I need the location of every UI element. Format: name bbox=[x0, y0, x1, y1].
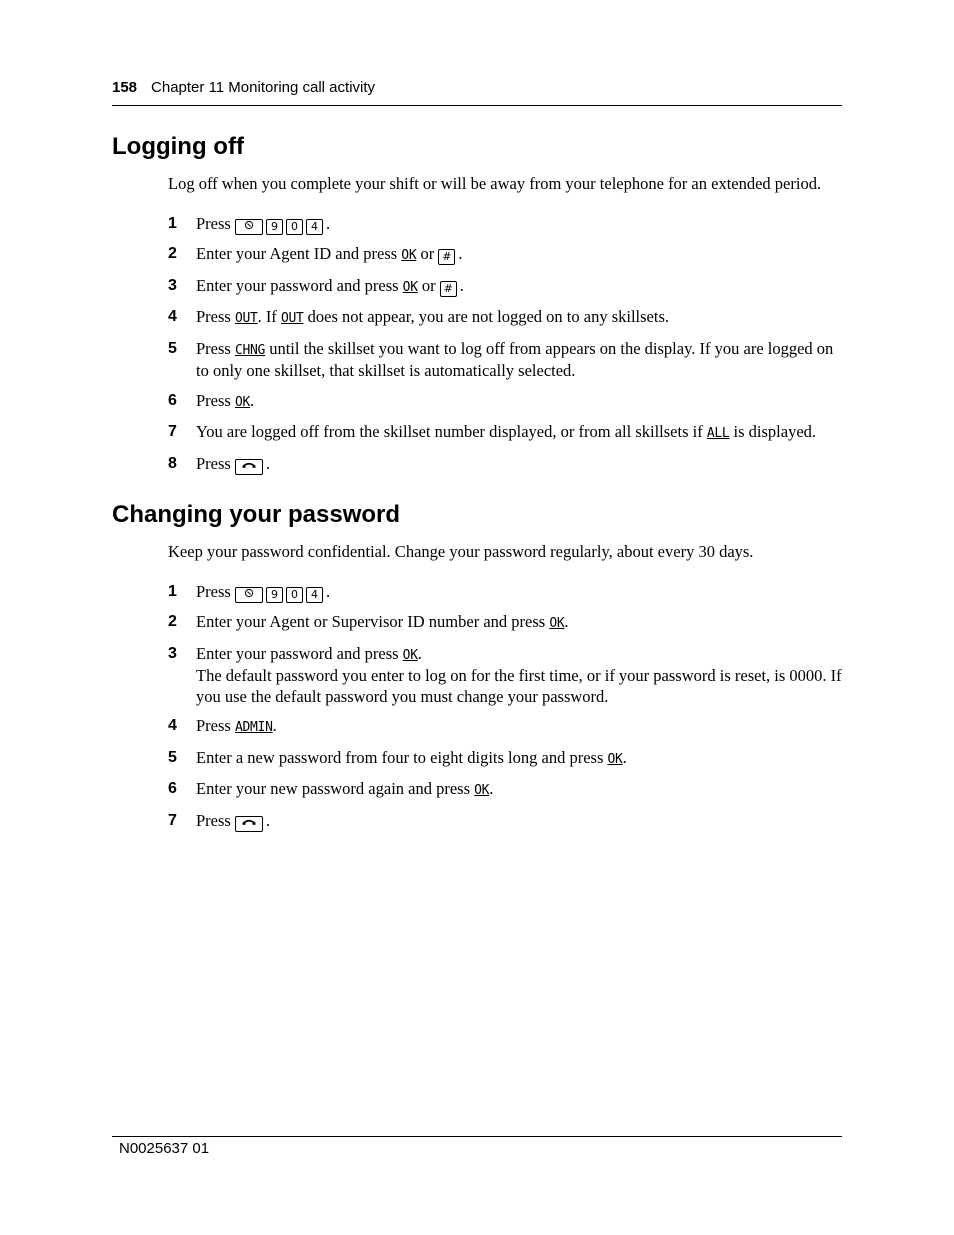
step-number: 5 bbox=[168, 748, 177, 766]
step-note: The default password you enter to log on for the first time, or if your password is reset, is 0000. If you use the default password you must change your password. bbox=[196, 666, 842, 706]
display-option-ok: OK bbox=[234, 394, 251, 410]
step-item bbox=[168, 644, 848, 708]
section-title-changing-password: Changing your password bbox=[112, 501, 401, 528]
step-item bbox=[168, 391, 848, 414]
step-text: . bbox=[417, 643, 422, 663]
step-item bbox=[168, 339, 848, 382]
step-text: Press bbox=[196, 390, 231, 410]
step-item bbox=[168, 422, 848, 445]
step-text: Press bbox=[196, 453, 231, 473]
release-key-icon bbox=[235, 816, 263, 832]
step-text: or bbox=[421, 275, 436, 295]
section-title-logging-off: Logging off bbox=[112, 133, 244, 160]
step-text: is displayed. bbox=[733, 422, 817, 441]
feature-key-icon bbox=[235, 587, 263, 603]
step-number: 7 bbox=[168, 811, 177, 829]
step-item bbox=[168, 582, 848, 603]
step-number: 5 bbox=[168, 339, 177, 357]
dial-key-9: 9 bbox=[266, 587, 283, 603]
dial-key-0: 0 bbox=[286, 587, 303, 603]
step-text: . bbox=[564, 612, 569, 631]
step-number: 2 bbox=[168, 245, 177, 262]
step-item bbox=[168, 779, 848, 802]
display-option-out: OUT bbox=[280, 311, 304, 326]
section-intro: Log off when you complete your shift or will be away from your telephone for an extended period. bbox=[168, 174, 822, 193]
step-number: 3 bbox=[168, 276, 177, 294]
display-option-ok: OK bbox=[474, 783, 490, 798]
step-text: . bbox=[265, 453, 271, 473]
step-text: . bbox=[325, 214, 331, 233]
step-text: . bbox=[489, 779, 494, 798]
step-item bbox=[168, 276, 848, 299]
dial-key-0: 0 bbox=[286, 219, 303, 235]
dial-key-9: 9 bbox=[266, 219, 283, 235]
step-text: Press bbox=[196, 214, 231, 233]
steps-list-logging-off bbox=[168, 214, 848, 484]
step-item bbox=[168, 454, 848, 475]
step-item bbox=[168, 716, 848, 739]
steps-list-changing-password bbox=[168, 582, 848, 841]
hash-key: # bbox=[438, 249, 455, 265]
step-text: Enter your Agent or Supervisor ID number and press bbox=[196, 612, 546, 631]
step-item bbox=[168, 214, 848, 235]
display-option-chng: CHNG bbox=[234, 342, 266, 358]
display-option-ok: OK bbox=[402, 279, 418, 295]
step-text: You are logged off from the skillset number displayed, or from all skillsets if bbox=[196, 422, 703, 441]
hash-key: # bbox=[440, 281, 457, 297]
section-intro: Keep your password confidential. Change your password regularly, about every 30 days. bbox=[168, 542, 754, 561]
release-key-icon bbox=[235, 459, 263, 475]
step-text: Press bbox=[196, 582, 231, 601]
step-text: Press bbox=[196, 307, 231, 326]
step-text: . bbox=[325, 582, 331, 601]
step-item bbox=[168, 748, 848, 771]
step-text: . bbox=[265, 810, 271, 830]
step-item bbox=[168, 612, 848, 635]
step-number: 8 bbox=[168, 454, 177, 472]
step-text: . bbox=[622, 747, 627, 767]
step-number: 1 bbox=[168, 215, 177, 232]
step-number: 3 bbox=[168, 644, 177, 662]
running-header bbox=[112, 79, 842, 106]
step-item bbox=[168, 244, 848, 267]
step-text: Press bbox=[196, 810, 231, 830]
page-footer bbox=[112, 1136, 842, 1157]
step-text: . bbox=[272, 716, 277, 735]
chapter-title: Chapter 11 Monitoring call activity bbox=[151, 79, 376, 96]
page-number: 158 bbox=[112, 79, 138, 96]
step-text: until the skillset you want to log off from appears on the display. If you are logged on to only one skillset, that skillset is automatically selected. bbox=[196, 338, 834, 380]
step-item bbox=[168, 307, 848, 330]
step-number: 7 bbox=[168, 423, 177, 440]
step-text: . bbox=[250, 390, 255, 410]
display-option-ok: OK bbox=[402, 647, 418, 663]
display-option-ok: OK bbox=[401, 248, 417, 263]
display-option-out: OUT bbox=[234, 311, 258, 326]
step-number: 4 bbox=[168, 717, 177, 734]
step-number: 6 bbox=[168, 391, 177, 409]
step-item bbox=[168, 811, 848, 832]
display-option-admin: ADMIN bbox=[234, 720, 273, 735]
step-number: 1 bbox=[168, 583, 177, 600]
dial-key-4: 4 bbox=[306, 587, 323, 603]
step-text: Enter your password and press bbox=[196, 275, 399, 295]
document-number: N0025637 01 bbox=[119, 1140, 210, 1157]
step-text: Enter a new password from four to eight digits long and press bbox=[196, 747, 604, 767]
step-number: 6 bbox=[168, 780, 177, 797]
step-text: . bbox=[458, 244, 463, 263]
step-text: does not appear, you are not logged on to any skillsets. bbox=[307, 307, 670, 326]
feature-key-icon bbox=[235, 219, 263, 235]
step-text: Enter your Agent ID and press bbox=[196, 244, 398, 263]
step-text: Press bbox=[196, 338, 231, 358]
step-text: Enter your password and press bbox=[196, 643, 399, 663]
display-option-ok: OK bbox=[549, 616, 565, 631]
step-text: . If bbox=[257, 307, 277, 326]
step-number: 2 bbox=[168, 613, 177, 630]
display-option-all: ALL bbox=[706, 426, 730, 441]
step-text: or bbox=[420, 244, 435, 263]
step-number: 4 bbox=[168, 308, 177, 325]
step-text: Press bbox=[196, 716, 231, 735]
step-text: . bbox=[459, 275, 464, 295]
dial-key-4: 4 bbox=[306, 219, 323, 235]
display-option-ok: OK bbox=[607, 751, 623, 767]
step-text: Enter your new password again and press bbox=[196, 779, 471, 798]
